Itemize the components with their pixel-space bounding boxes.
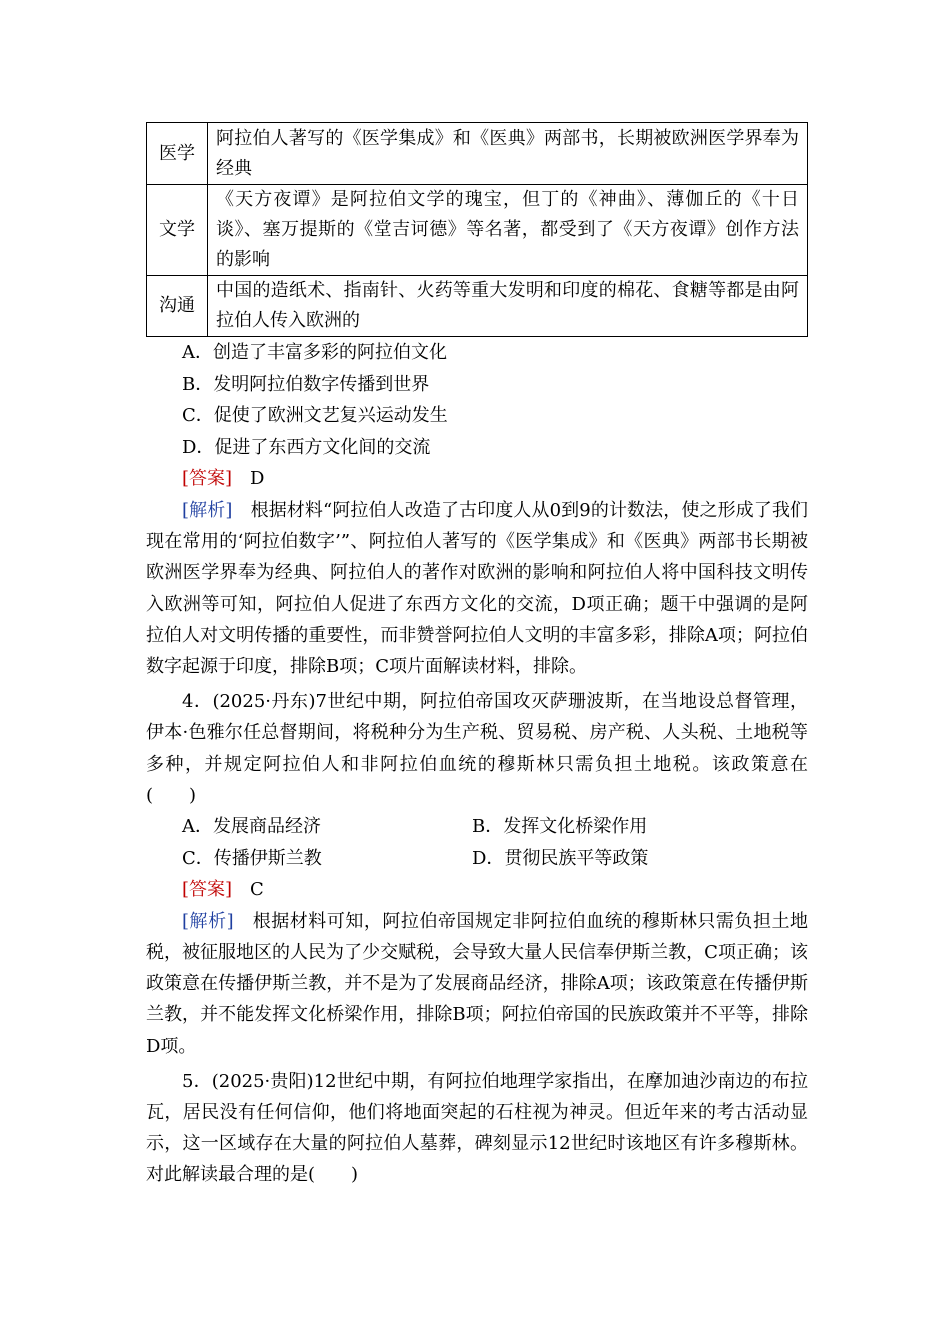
document-page: [146, 122, 808, 1191]
q4-analysis: [146, 906, 808, 1062]
q3-options: [146, 337, 808, 463]
table-text: 《天方夜谭》是阿拉伯文学的瑰宝，但丁的《神曲》、薄伽丘的《十日谈》、塞万提斯的《堂吉诃德》等名著，都受到了《天方夜谭》创作方法的影响: [208, 185, 808, 276]
option-d: D．贯彻民族平等政策: [472, 847, 649, 869]
analysis-text: 根据材料“阿拉伯人改造了古印度人从0到9的计数法，使之形成了我们现在常用的‘阿拉伯数字’”、阿拉伯人著写的《医学集成》和《医典》两部书长期被欧洲医学界奉为经典、阿拉伯人的著作对欧洲的影响和阿拉伯人将中国科技文明传入欧洲等可知，阿拉伯人促进了东西方文化的交流，D项正确；题干中强调的是阿拉伯人对文明传播的重要性，而非赞誉阿拉伯人文明的丰富多彩，排除A项；阿拉伯数字起源于印度，排除B项；C项片面解读材料，排除。: [146, 499, 809, 677]
answer-label: [答案]: [182, 879, 233, 901]
analysis-label: [解析]: [182, 499, 233, 521]
table-row: [147, 123, 808, 185]
q4-options-row-2: [146, 843, 808, 875]
answer-label: [答案]: [182, 468, 233, 490]
q5-stem: 5．(2025·贵阳)12世纪中期，有阿拉伯地理学家指出，在摩加迪沙南边的布拉瓦，居民没有任何信仰，他们将地面突起的石柱视为神灵。但近年来的考古活动显示，这一区域存在大量的阿拉伯人墓葬，碑刻显示12世纪时该地区有许多穆斯林。对此解读最合理的是( ): [146, 1070, 808, 1186]
q3-answer: [146, 463, 808, 495]
q4-options-row-1: [146, 811, 808, 843]
answer-value: C: [250, 879, 264, 901]
option-b: B．发明阿拉伯数字传播到世界: [182, 373, 430, 395]
option-a: A．发展商品经济: [182, 816, 321, 837]
q3-analysis: [146, 495, 808, 682]
option-a: A．创造了丰富多彩的阿拉伯文化: [182, 342, 447, 363]
option-d: D．促进了东西方文化间的交流: [182, 436, 431, 458]
analysis-label: [解析]: [182, 910, 234, 932]
option-c: C．促使了欧洲文艺复兴运动发生: [182, 405, 448, 427]
q4-stem: 4．(2025·丹东)7世纪中期，阿拉伯帝国攻灭萨珊波斯，在当地设总督管理，伊本·色雅尔任总督期间，将税种分为生产税、贸易税、房产税、人头税、土地税等多种，并规定阿拉伯人和非阿拉伯血统的穆斯林只需负担土地税。该政策意在( ): [146, 691, 808, 806]
material-table: [146, 122, 808, 337]
table-text: 中国的造纸术、指南针、火药等重大发明和印度的棉花、食糖等都是由阿拉伯人传入欧洲的: [208, 276, 808, 337]
answer-value: D: [250, 468, 265, 490]
table-category: 医学: [147, 123, 208, 185]
table-row: [147, 276, 808, 337]
option-c: C．传播伊斯兰教: [182, 847, 322, 869]
option-b: B．发挥文化桥梁作用: [472, 816, 648, 837]
q4-answer: [146, 874, 808, 906]
table-category: 沟通: [147, 276, 208, 337]
table-category: 文学: [147, 185, 208, 276]
analysis-text: 根据材料可知，阿拉伯帝国规定非阿拉伯血统的穆斯林只需负担土地税，被征服地区的人民为了少交赋税，会导致大量人民信奉伊斯兰教，C项正确；该政策意在传播伊斯兰教，并不是为了发展商品经济，排除A项；该政策意在传播伊斯兰教，并不能发挥文化桥梁作用，排除B项；阿拉伯帝国的民族政策并不平等，排除D项。: [146, 910, 809, 1057]
table-text: 阿拉伯人著写的《医学集成》和《医典》两部书，长期被欧洲医学界奉为经典: [208, 123, 808, 185]
table-row: [147, 185, 808, 276]
